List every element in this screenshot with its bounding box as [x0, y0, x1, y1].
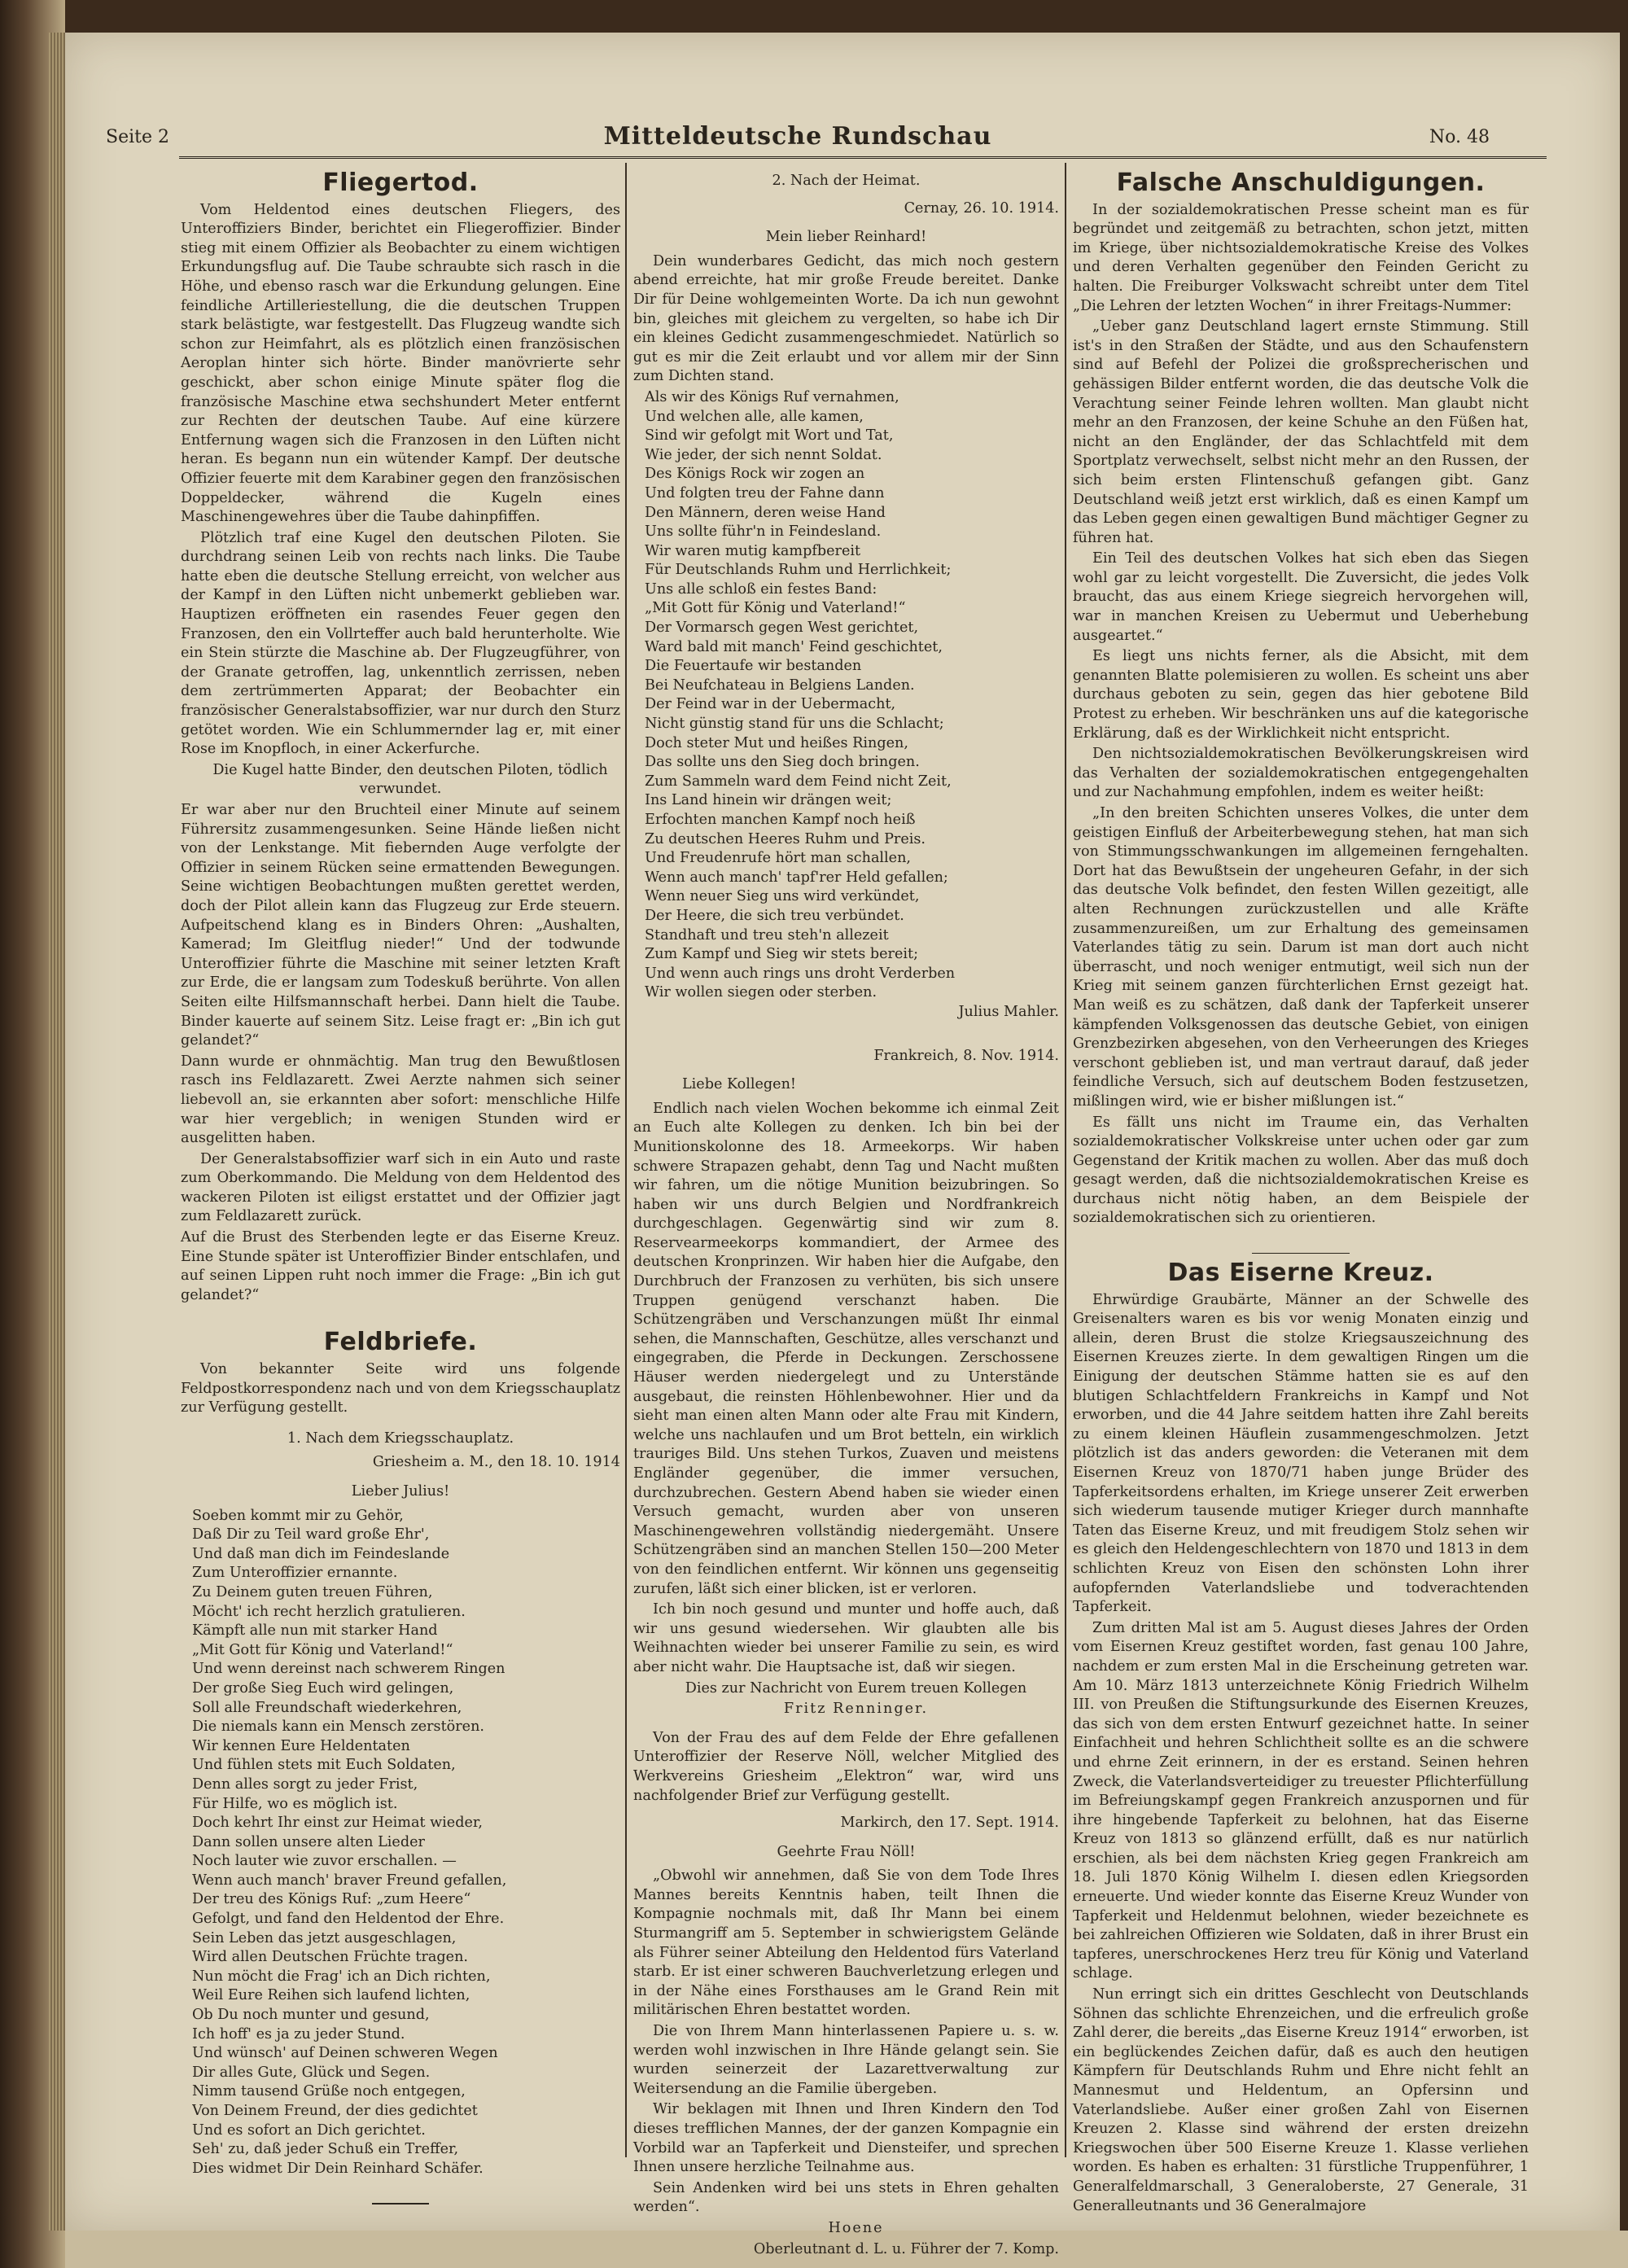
poem-line: Wenn neuer Sieg uns wird verkündet,: [645, 888, 920, 905]
poem-line: Wird allen Deutschen Früchte tragen.: [192, 1949, 468, 1966]
poem-line: Sein Leben das jetzt ausgeschlagen,: [192, 1929, 457, 1946]
column-divider-1: [625, 163, 627, 2157]
signature: Julius Mahler.: [958, 1003, 1059, 1020]
poem-line: Daß Dir zu Teil ward große Ehr',: [192, 1526, 430, 1543]
page-header: [106, 122, 1490, 155]
end-rule: [372, 2203, 429, 2205]
poem-line: Wir wollen siegen oder sterben.: [645, 984, 877, 1001]
signature: Fritz Renninger.: [783, 1701, 929, 1718]
poem-line: Möcht' ich recht herzlich gratulieren.: [192, 1603, 466, 1620]
subheading: 2. Nach der Heimat.: [772, 173, 921, 189]
paragraph: Die von Ihrem Mann hinterlassenen Papiere u. s. w. werden wohl inzwischen in Ihre Hände gelangt sein. Sie wurden seinerzeit der Lazarettverwaltung zur Weitersendung an die Familie übergeben.: [633, 2023, 1059, 2097]
poem-line: Zum Sammeln ward dem Feind nicht Zeit,: [645, 773, 952, 790]
poem-line: Ob Du noch munter und gesund,: [192, 2007, 430, 2024]
paragraph: Den nichtsozialdemokratischen Bevölkerungskreisen wird das Verhalten der sozialdemokratischen entgegengehalten und zur Nachahmung empfohlen, indem es weiter heißt:: [1073, 746, 1529, 801]
letter-place-date: Markirch, den 17. Sept. 1914.: [840, 1815, 1059, 1832]
poem-line: Uns sollte führ'n in Feindesland.: [645, 523, 882, 541]
poem-line: Soeben kommt mir zu Gehör,: [192, 1507, 404, 1524]
paragraph: Ich bin noch gesund und munter und hoffe auch, daß wir uns gesund wiedersehen. Wir glaubten alle bis Weihnachten wieder bei unserer Familie zu sein, es wird aber nicht wahr. Die Hauptsache ist, daß wir siegen.: [633, 1601, 1059, 1675]
poem-line: Wenn auch manch' tapf'rer Held gefallen;: [645, 869, 948, 886]
paragraph: Es liegt uns nichts ferner, als die Absicht, mit dem genannten Blatte polemisieren zu wollen. Es scheint uns aber durchaus geboten zu sein, gegen das hier gebotene Bild Protest zu erheben. Wir beschränken uns auf die kategorische Erklärung, daß es der Wirklichkeit nicht entspricht.: [1073, 648, 1529, 742]
poem-line: Für Hilfe, wo es möglich ist.: [192, 1795, 398, 1812]
poem-1: [192, 1507, 620, 2179]
paragraph: In der sozialdemokratischen Presse scheint man es für begründet und zeitgemäß zu betrachten, schon jetzt, mitten im Kriege, über nichtsozialdemokratische Kreise des Volkes und deren Verhalten gegenüber den Feinden Gericht zu halten. Die Freiburger Volkswacht schreibt unter dem Titel „Die Lehren der letzten Wochen“ in ihrer Freitags-Nummer:: [1073, 201, 1529, 314]
poem-line: Ich hoff' es ja zu jeder Stund.: [192, 2025, 405, 2043]
poem-line: Das sollte uns den Sieg doch bringen.: [645, 754, 920, 771]
paragraph: Er war aber nur den Bruchteil einer Minute auf seinem Führersitz zusammengesunken. Seine Hände ließen nicht von der Lenkstange. Mit fiebernden Auge verfolgte der Offizier in seinem Rücken seine ermattenden Bewegungen. Seine wichtigen Beobachtungen mußten gerettet werden, doch der Pilot allein kann das Flugzeug zur Erde steuern. Aufpeitschend klang es in Binders Ohren: „Aushalten, Kamerad; Im Gleitflug nieder!“ Und der todwunde Unteroffizier führte die Maschine mit seiner letzten Kraft zur Erde, die er langsam zum Todeskuß berührte. Von allen Seiten eilte Hilfsmannschaft herbei. Dann hielt die Taube. Binder kauerte auf seinem Sitz. Leise fragt er: „Bin ich gut gelandet?“: [181, 802, 620, 1049]
signature: Hoene: [828, 2219, 884, 2236]
letter-place-date: Frankreich, 8. Nov. 1914.: [873, 1047, 1059, 1064]
poem-line: Zu Deinem guten treuen Führen,: [192, 1583, 433, 1600]
poem-line: Die Feuertaufe wir bestanden: [645, 658, 862, 675]
paragraph: Ein Teil des deutschen Volkes hat sich eben das Siegen wohl gar zu leicht vorgestellt. Die Zuversicht, die jedes Volk braucht, das aus einem Kriege siegreich hervorgehen will, war in manchen Kreisen zu Uebermut und Ueberhebung ausgeartet.“: [1073, 550, 1529, 644]
poem-line: Dies widmet Dir Dein Reinhard Schäfer.: [192, 2160, 484, 2177]
paragraph: Dies zur Nachricht von Eurem treuen Kollegen: [685, 1679, 1027, 1697]
poem-line: Ward bald mit manch' Feind geschichtet,: [645, 638, 943, 655]
letter-salutation: Lieber Julius!: [351, 1483, 450, 1500]
poem-line: Erfochten manchen Kampf noch heiß: [645, 812, 916, 828]
poem-line: Doch kehrt Ihr einst zur Heimat wieder,: [192, 1815, 483, 1832]
paragraph: Der Generalstabsoffizier warf sich in ein Auto und raste zum Oberkommando. Die Meldung von dem Heldentod des wackeren Piloten ist eiligst erstattet und der Offizier jagt zum Feldlazarett zurück.: [181, 1150, 620, 1225]
poem-line: Dir alles Gute, Glück und Segen.: [192, 2064, 431, 2081]
poem-line: Von Deinem Freund, der dies gedichtet: [192, 2103, 478, 2119]
poem-line: Und Freudenrufe hört man schallen,: [645, 850, 912, 867]
poem-line: Und wenn dereinst nach schwerem Ringen: [192, 1661, 505, 1678]
newspaper-title: Mitteldeutsche Rundschau: [603, 122, 992, 151]
poem-line: Und wenn auch rings uns droht Verderben: [645, 965, 956, 982]
poem-line: Und fühlen stets mit Euch Soldaten,: [192, 1757, 456, 1774]
poem-line: Der große Sieg Euch wird gelingen,: [192, 1679, 454, 1697]
header-rule: [179, 156, 1547, 159]
paragraph: Dein wunderbares Gedicht, das mich noch gestern abend erreichte, hat mir große Freude bereitet. Danke Dir für Deine wohlgemeinten Worte. Da ich nun gewohnt bin, gleiches mit gleichem zu vergelten, so habe ich Dir ein kleines Gedicht zusammengeschmiedet. Natürlich so gut es mir die Zeit erlaubt und vor allem mir der Sinn zum Dichten stand.: [633, 252, 1059, 385]
poem-line: Kämpft alle nun mit starker Hand: [192, 1622, 438, 1640]
article-title-eiserne-kreuz: Das Eiserne Kreuz.: [1167, 1259, 1434, 1288]
poem-line: Der Feind war in der Uebermacht,: [645, 696, 896, 713]
poem-line: Sind wir gefolgt mit Wort und Tat,: [645, 427, 894, 444]
poem-line: Standhaft und treu steh'n allezeit: [645, 926, 889, 944]
issue-number: No. 48: [1429, 127, 1490, 147]
poem-line: Und wünsch' auf Deinen schweren Wegen: [192, 2045, 498, 2062]
poem-line: Und es sofort an Dich gerichtet.: [192, 2121, 426, 2139]
poem-line: Zu deutschen Heeres Ruhm und Preis.: [645, 830, 926, 847]
poem-line: Wir kennen Eure Heldentaten: [192, 1737, 410, 1754]
page-number: Seite 2: [106, 127, 169, 147]
poem-line: Doch steter Mut und heißes Ringen,: [645, 734, 908, 751]
poem-line: Für Deutschlands Ruhm und Herrlichkeit;: [645, 562, 952, 579]
column-1: [181, 167, 620, 2205]
poem-line: Wenn auch manch' braver Freund gefallen,: [192, 1872, 507, 1889]
poem-line: Und daß man dich im Feindeslande: [192, 1545, 450, 1562]
paragraph: Es fällt uns nicht im Traume ein, das Verhalten sozialdemokratischer Volkskreise unter uchen oder gar zum Gegenstand der Kritik machen zu wollen. Aber das muß doch gesagt werden, daß die nichtsozialdemokratischen Kreise es durchaus nicht nötig haben, an dem Beispiele der sozialdemokratischen sich zu orientieren.: [1073, 1114, 1529, 1227]
paragraph: Von bekannter Seite wird uns folgende Feldpostkorrespondenz nach und von dem Kriegsschauplatz zur Verfügung gestellt.: [181, 1361, 620, 1416]
poem-line: Nimm tausend Grüße noch entgegen,: [192, 2083, 466, 2100]
article-title-fliegertod: Fliegertod.: [322, 169, 479, 197]
poem-line: Den Männern, deren weise Hand: [645, 504, 886, 521]
poem-line: Denn alles sorgt zu jeder Frist,: [192, 1775, 418, 1793]
letter-place-date: Cernay, 26. 10. 1914.: [904, 199, 1059, 217]
paragraph: Vom Heldentod eines deutschen Fliegers, des Unteroffiziers Binder, berichtet ein Fliegeroffizier. Binder stieg mit einem Offizier als Beobachter zu einem wichtigen Erkundungsflug auf. Die Taube schraubte sich rasch in die Höhe, und ebenso rasch war die Erkundung gelungen. Eine feindliche Artilleriestellung, die die deutschen Truppen stark belästigte, war festgestellt. Das Flugzeug wandte sich schon zur Heimfahrt, als es plötzlich einen französischen Aeroplan hinter sich hörte. Binder manövrierte sehr geschickt, aber schon einige Minute später flog die französische Maschine etwa sechshundert Meter entfernt zur Rechten der deutschen Taube. Auf eine kürzere Entfernung wagen sich die Franzosen in den Lüften nicht heran. Es begann nun ein wütender Kampf. Der deutsche Offizier feuerte mit dem Karabiner gegen den französischen Doppeldecker, während die Kugeln eines Maschinengewehres über die Taube dahinpfiffen.: [181, 201, 620, 526]
page-stack-edges: [49, 33, 65, 2231]
paragraph: Wir beklagen mit Ihnen und Ihren Kindern den Tod dieses trefflichen Mannes, der der ganzen Kompagnie ein Vorbild war an Tapferkeit und Diensteifer, und sprechen Ihnen unsere herzliche Teilnahme aus.: [633, 2101, 1059, 2176]
paragraph: „Ueber ganz Deutschland lagert ernste Stimmung. Still ist's in den Straßen der Städte, und aus den Schaufenstern sind auf Befehl der Polizei die großsprecherischen und gehässigen Bilder entfernt worden, die das deutsche Volk die Verachtung seiner Feinde lehren wollten. Man glaubt nicht mehr an den Franzosen, der keine Schuhe an den Füßen hat, nicht an den Engländer, der das Schlachtfeld mit dem Sportplatz verwechselt, selbst nicht mehr an den Russen, der sich beim ersten Flintenschuß gefangen gibt. Ganz Deutschland weiß jetzt erst wirklich, daß es einen Kampf um das Leben gegen einen gewaltigen Bund mächtiger Gegner zu führen hat.: [1073, 318, 1529, 546]
poem-line: Noch lauter wie zuvor erschallen. —: [192, 1853, 457, 1870]
poem-line: Weil Eure Reihen sich laufend lichten,: [192, 1987, 470, 2004]
article-title-falsche-anschuldigungen: Falsche Anschuldigungen.: [1116, 169, 1486, 197]
poem-line: Gefolgt, und fand den Heldentod der Ehre.: [192, 1911, 505, 1928]
paragraph: Zum dritten Mal ist am 5. August dieses Jahres der Orden vom Eisernen Kreuz gestiftet worden, fast genau 100 Jahre, nachdem er zum ersten Mal in die Erscheinung getreten war. Am 10. März 1813 unterzeichnete König Friedrich Wilhelm III. von Preußen die Stiftungsurkunde des Eisernen Kreuzes, das sich von dem ersten Entwurf gezeichnet hatte. In seiner Einfachheit und hehren Schlichtheit sollte es an die schwere und ehrne Zeit erinnern, in der es erstand. Seinen hehren Zweck, die Vaterlandsverteidiger zu treuester Pflichterfüllung im Befreiungskampf gegen Frankreich anzuspornen und für ihre hingebende Tapferkeit zu belohnen, hat das Eiserne Kreuz von 1813 so glänzend erfüllt, daß es nur natürlich erschien, als bei dem nächsten Krieg gegen Frankreich am 18. Juli 1870 König Wilhelm I. diesen edlen Kriegsorden erneuerte. Und wieder konnte das Eiserne Kreuz Wunder von Tapferkeit und Heldenmut belohnen, wieder bezeichnete es bei zahlreichen Offizieren wie Soldaten, daß in ihrer Brust ein tapferes, unerschrockenes Herz treu für König und Vaterland schlage.: [1073, 1619, 1529, 1982]
column-divider-2: [1065, 163, 1066, 2157]
poem-line: Seh' zu, daß jeder Schuß ein Treffer,: [192, 2141, 459, 2158]
paragraph: Plötzlich traf eine Kugel den deutschen Piloten. Sie durchdrang seinen Leib von rechts nach links. Die Taube hatte eben die deutsche Stellung erreicht, von welcher aus der Kampf in den Lüften nicht unbemerkt geblieben war. Hauptizen eröffneten ein rasendes Feuer gegen den Franzosen, den ein Vollrteffer auch bald herunterholte. Wie ein Stein stürzte die Maschine ab. Der Flugzeugführer, von der Granate getroffen, lag, unkenntlich zerrissen, neben dem zertrümmerten Apparat; der Beobachter ein französischer Generalstabsoffizier, war nur durch den Sturz getötet worden. Wie ein Schlummernder lag er, mit einer Rose im Knopfloch, in einer Ackerfurche.: [181, 529, 620, 758]
poem-line: Die niemals kann ein Mensch zerstören.: [192, 1719, 484, 1736]
paragraph: Endlich nach vielen Wochen bekomme ich einmal Zeit an Euch alte Kollegen zu denken. Ich bin bei der Munitionskolonne des 18. Armeekorps. Wir haben schwere Strapazen gehabt, denn Tag und Nacht mußten wir fahren, um die nötige Munition beizubringen. So haben wir uns durch Belgien und Nordfrankreich durchgeschlagen. Gegenwärtig sind wir zum 8. Reservearmeekorps kommandiert, der Armee des deutschen Kronprinzen. Wir haben hier die Aufgabe, den Durchbruch der Franzosen zu verhüten, bis sich unsere Truppen genügend verschanzt haben. Die Schützengräben und Verschanzungen müßt Ihr einmal sehen, die Mannschaften, Geschütze, alles verschanzt und eingegraben, die Pferde in Deckungen. Zerschossene Häuser werden niedergelegt und zu Unterstände ausgebaut, die reinsten Höhlenbewohner. Hier und da sieht man einen alten Mann oder alte Frau mit Kindern, welche uns nachlaufen und um Brot betteln, ein wirklich trauriges Bild. Uns stehen Turkos, Zuaven und meistens Engländer gegenüber, die immer versuchen, durchzubrechen. Gestern Abend haben sie wieder einen Versuch gemacht, wurden aber von unseren Maschinengewehren vollständig niedergemäht. Unsere Schützengräben sind an manchen Stellen 150—200 Meter von den feindlichen entfernt. Wir können uns gegenseitig zurufen, läßt sich einer blicken, ist er verloren.: [633, 1100, 1059, 1597]
paragraph: „Obwohl wir annehmen, daß Sie von dem Tode Ihres Mannes bereits Kenntnis haben, teilt Ihnen die Kompagnie nochmals mit, daß Ihr Mann bei einem Sturmangriff am 5. September in schwierigstem Gelände als Führer seiner Abteilung den Heldentod fürs Vaterland starb. Er ist einer schweren Bauchverletzung erlegen und in der Nähe eines Forsthauses am le Grand Rein mit militärischen Ehren bestattet worden.: [633, 1867, 1059, 2019]
paragraph: Dann wurde er ohnmächtig. Man trug den Bewußtlosen rasch ins Feldlazarett. Zwei Aerzte nahmen sich seiner liebevoll an, sie erkannten aber sofort: menschliche Hilfe war hier vergeblich; in wenigen Stunden wird er ausgelitten haben.: [181, 1053, 620, 1147]
letter-salutation: Mein lieber Reinhard!: [765, 229, 927, 246]
poem-line: „Mit Gott für König und Vaterland!“: [645, 600, 906, 617]
letter-salutation: Geehrte Frau Nöll!: [777, 1843, 916, 1860]
poem-line: Und welchen alle, alle kamen,: [645, 408, 864, 425]
poem-line: Zum Kampf und Sieg wir stets bereit;: [645, 946, 918, 963]
subheading: 1. Nach dem Kriegsschauplatz.: [287, 1430, 514, 1447]
paragraph: Sein Andenken wird bei uns stets in Ehren gehalten werden“.: [633, 2179, 1059, 2216]
letter-salutation: Liebe Kollegen!: [682, 1076, 796, 1093]
poem-line: Wir waren mutig kampfbereit: [645, 542, 861, 559]
poem-line: Nun möcht die Frag' ich an Dich richten,: [192, 1968, 491, 1985]
signature-rank: Oberleutnant d. L. u. Führer der 7. Komp.: [753, 2240, 1059, 2257]
poem-line: Wie jeder, der sich nennt Soldat.: [645, 446, 882, 463]
paragraph: Auf die Brust des Sterbenden legte er das Eiserne Kreuz. Eine Stunde später ist Unteroffizier Binder entschlafen, und auf seinen Lippen ruht noch immer die Frage: „Bin ich gut gelandet?“: [181, 1229, 620, 1303]
letter-place-date: Griesheim a. M., den 18. 10. 1914: [372, 1454, 620, 1471]
column-2: [633, 167, 1059, 2261]
paragraph: Nun erringt sich ein drittes Geschlecht von Deutschlands Söhnen das schlichte Ehrenzeichen, und die erfreulich große Zahl derer, die bereits „das Eiserne Kreuz 1914“ erworben, ist ein beglückendes Zeichen dafür, daß es auch den heutigen Kämpfern für Deutschlands Ruhm und Ehre nicht fehlt an Mannesmut und Heldentum, an Opfersinn und Vaterlandsliebe. Außer einer großen Zahl von Eisernen Kreuzen 2. Klasse sind während der ersten dreizehn Kriegswochen über 500 Eiserne Kreuze 1. Klasse verliehen worden. Es haben es erhalten: 31 fürstliche Truppenführer, 1 Generalfeldmarschall, 3 Generaloberste, 27 Generale, 31 Generalleutnants und 36 Generalmajore: [1073, 1986, 1529, 2214]
paragraph: „In den breiten Schichten unseres Volkes, die unter dem geistigen Einfluß der Arbeiterbewegung stehen, hat man sich von Stimmungsschwankungen im allgemeinen ferngehalten. Dort hat das Bewußtsein der ungeheuren Gefahr, in der sich das deutsche Volk befindet, den festen Willen gezeitigt, alle alten Rechnungen zurückzustellen und alle Kräfte zusammenzureißen, um zur Erhaltung des gemeinsamen Vaterlandes tätig zu sein. Darum ist man dort auch nicht überrascht, und noch weniger entmutigt, weil sich nun der Krieg mit seinem ganzen fürchterlichen Ernst gezeigt hat. Man weiß es zu schätzen, daß dank der Tapferkeit unserer kämpfenden Volksgenossen das deutsche Gebiet, von einigen Grenzbezirken abgesehen, von den Verheerungen des Krieges verschont geblieben ist, und man vertraut darauf, daß jeder feindliche Versuch, sich auf deutschem Boden festzusetzen, mißlingen wird, wie er bisher mißlungen ist.“: [1073, 805, 1529, 1110]
poem-line: Bei Neufchateau in Belgiens Landen.: [645, 676, 915, 694]
paragraph: Von der Frau des auf dem Felde der Ehre gefallenen Unteroffizier der Reserve Nöll, welcher Mitglied des Werkvereins Griesheim „Elektron“ war, wird uns nachfolgender Brief zur Verfügung gestellt.: [633, 1729, 1059, 1804]
poem-line: Ins Land hinein wir drängen weit;: [645, 792, 892, 809]
article-title-feldbriefe: Feldbriefe.: [323, 1328, 478, 1357]
paragraph: Die Kugel hatte Binder, den deutschen Piloten, tödlich verwundet.: [212, 761, 608, 798]
book-binding: [0, 0, 65, 2268]
column-3: [1073, 167, 1529, 2218]
poem-line: „Mit Gott für König und Vaterland!“: [192, 1641, 453, 1658]
poem-line: Zum Unteroffizier ernannte.: [192, 1565, 398, 1582]
poem-line: Nicht günstig stand für uns die Schlacht;: [645, 716, 944, 733]
poem-line: Als wir des Königs Ruf vernahmen,: [645, 388, 899, 405]
poem-line: Der Vormarsch gegen West gerichtet,: [645, 620, 919, 637]
poem-line: Und folgten treu der Fahne dann: [645, 484, 885, 501]
poem-line: Des Königs Rock wir zogen an: [645, 466, 865, 483]
section-rule: [1252, 1253, 1350, 1254]
paragraph: Ehrwürdige Graubärte, Männer an der Schwelle des Greisenalters waren es bis vor wenig Monaten einzig und allein, deren Brust die stolze Kriegsauszeichnung des Eisernen Kreuzes zierte. In dem gewaltigen Ringen um die Einigung der deutschen Stämme hatten sie es auf den blutigen Schlachtfeldern Frankreichs in Kampf und Not erworben, und die 44 Jahre seitdem hatten ihre Zahl bereits zu einem kleinen Häuflein zusammengeschmolzen. Jetzt plötzlich ist das anders geworden: die Veteranen mit dem Eisernen Kreuz von 1870/71 haben junge Brüder des Tapferkeitsordens erhalten, im Kriege unserer Zeit erwerben sich wiederum tausende mutiger Krieger durch mannhafte Taten das Eiserne Kreuz, und mit freudigem Stolz sehen wir es gleich den Heldengeschlechtern von 1870 und 1813 in dem schlichten Kreuz von Eisen den schönsten Lohn ihrer aufopfernden Vaterlandsliebe und todverachtenden Tapferkeit.: [1073, 1291, 1529, 1616]
poem-line: Dann sollen unsere alten Lieder: [192, 1833, 425, 1850]
poem-line: Der Heere, die sich treu verbündet.: [645, 907, 904, 924]
poem-line: Der treu des Königs Ruf: „zum Heere“: [192, 1891, 471, 1908]
poem-line: Soll alle Freundschaft wiederkehren,: [192, 1699, 462, 1716]
poem-2: [645, 388, 1059, 1003]
poem-line: Uns alle schloß ein festes Band:: [645, 580, 877, 598]
